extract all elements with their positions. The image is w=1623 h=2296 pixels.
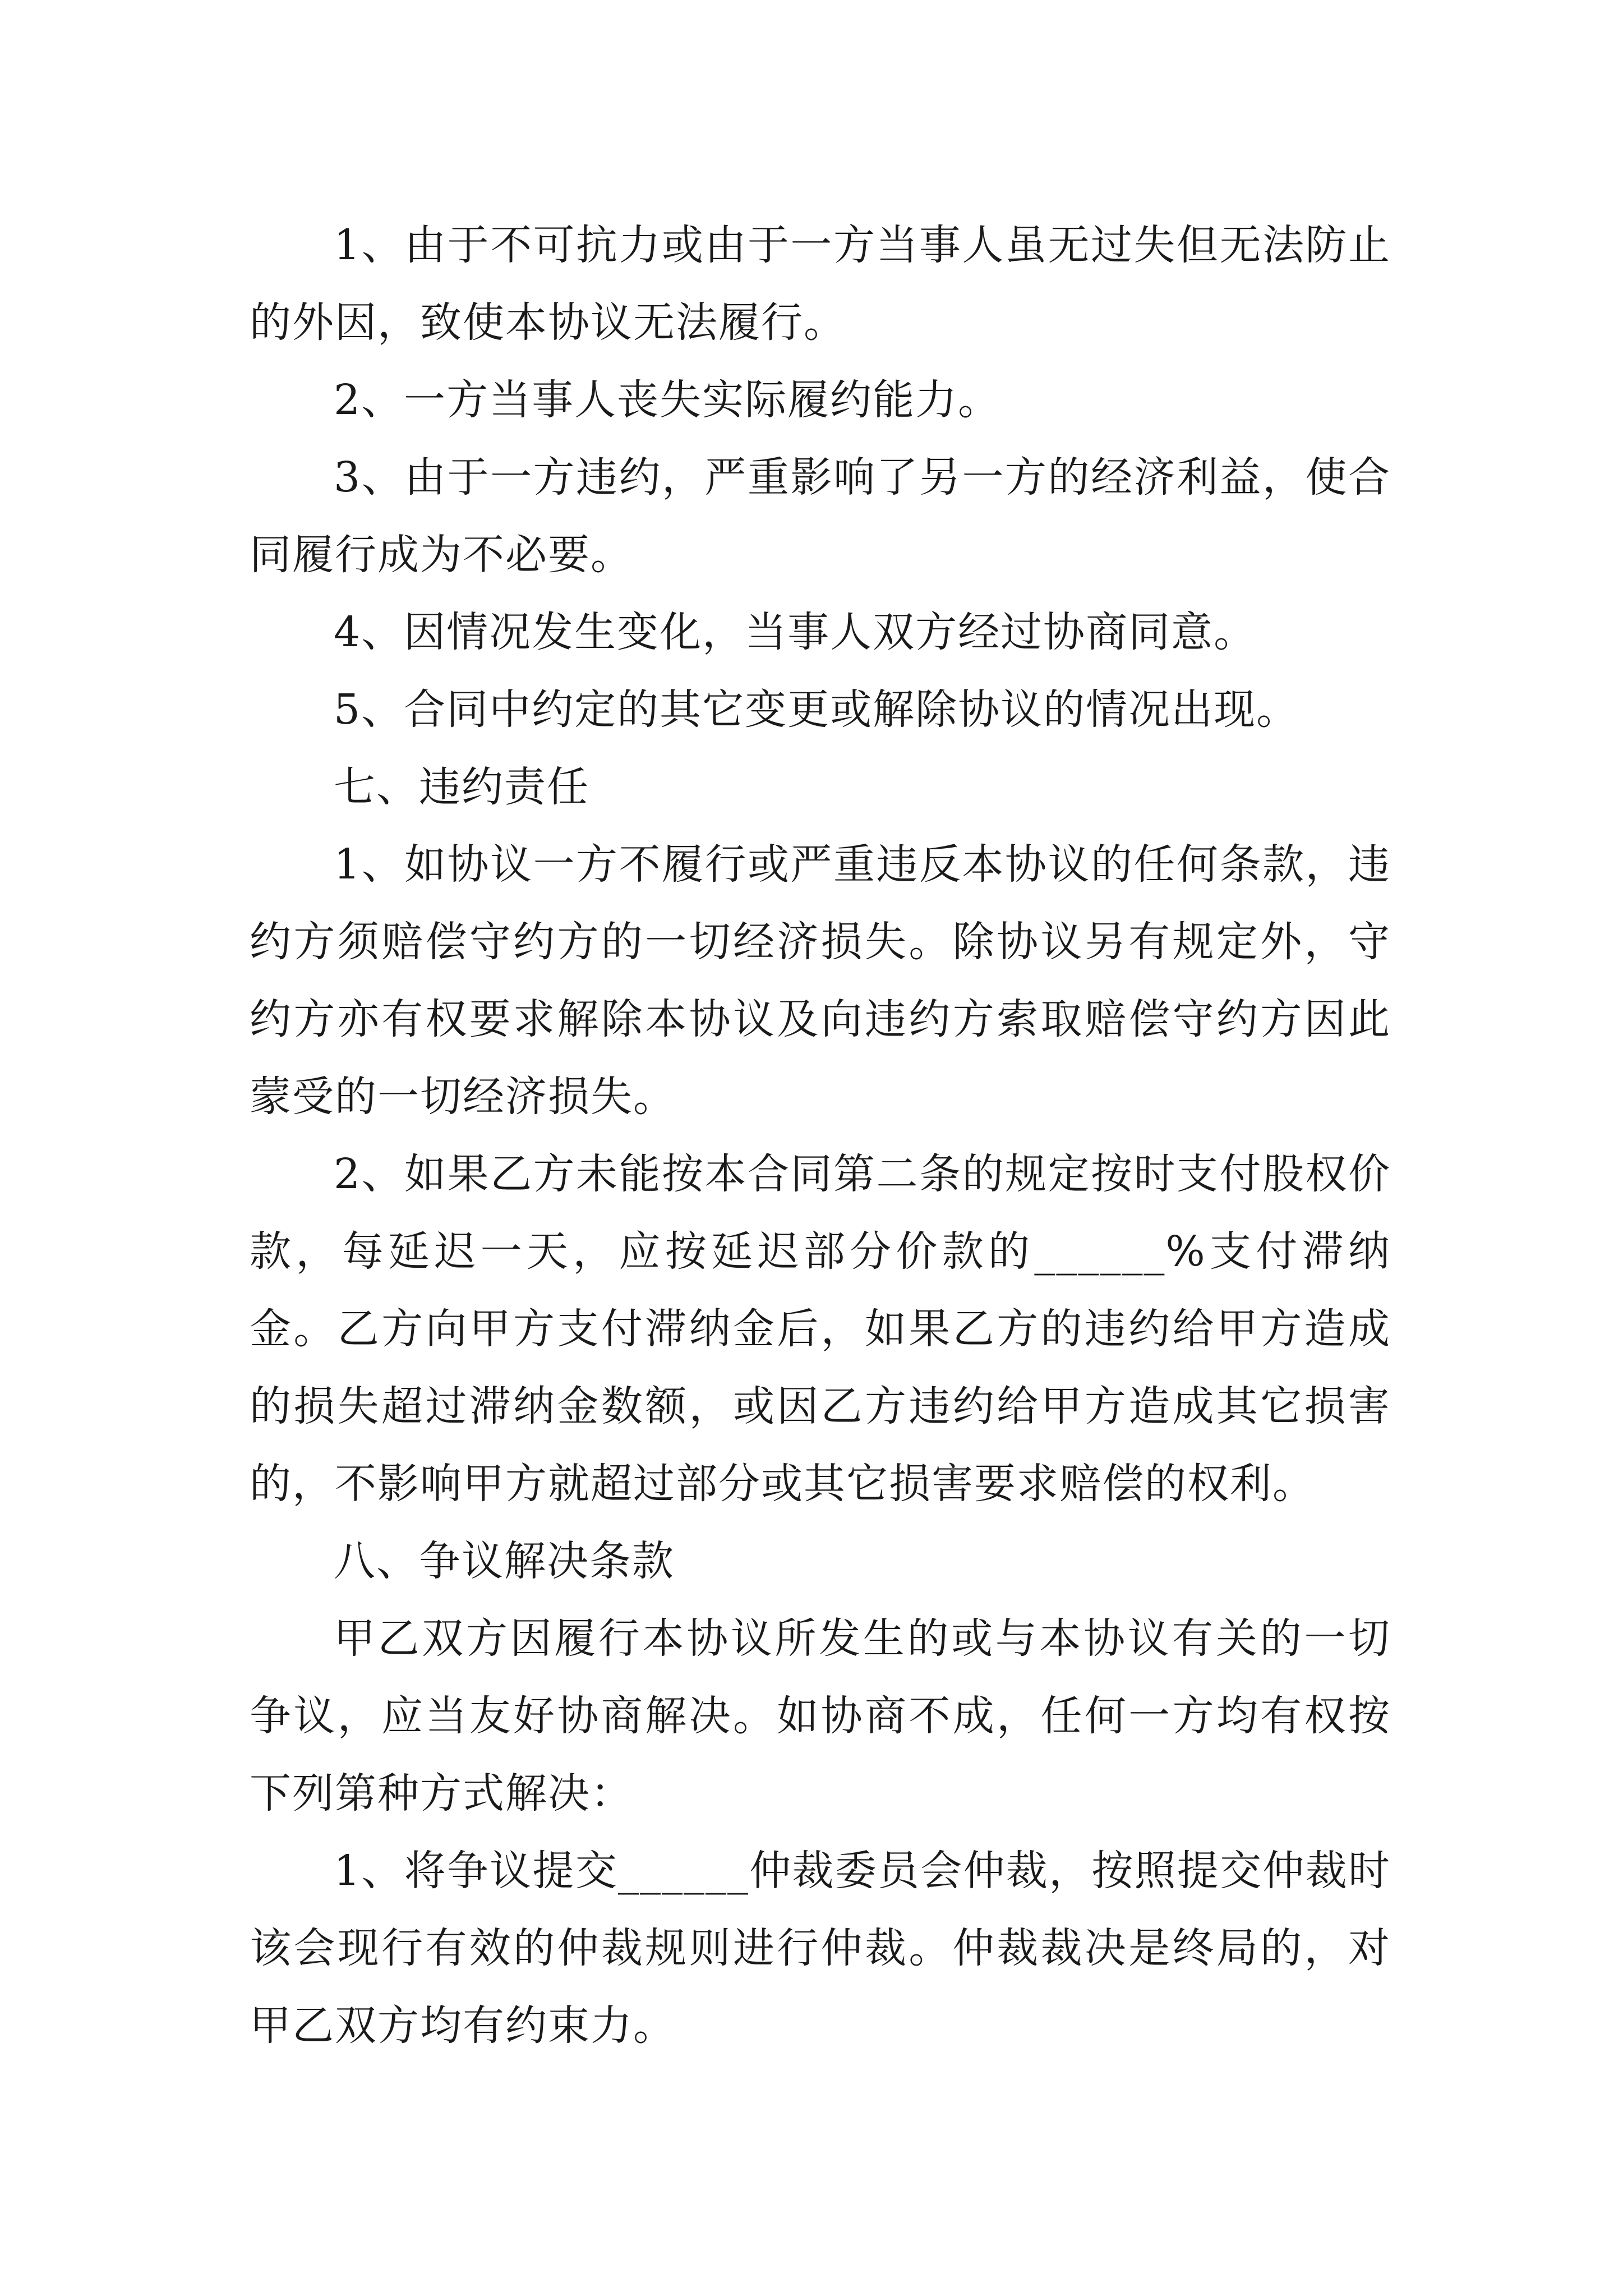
- document-body: [250, 206, 1391, 2064]
- paragraph-force-majeure: 1、由于不可抗力或由于一方当事人虽无过失但无法防止的外因，致使本协议无法履行。: [250, 221, 1391, 347]
- paragraph-mutual-agreement: 4、因情况发生变化，当事人双方经过协商同意。: [334, 608, 1257, 656]
- section-heading-dispute: 八、争议解决条款: [334, 1537, 675, 1585]
- paragraph-other-conditions: 5、合同中约定的其它变更或解除协议的情况出现。: [334, 685, 1299, 734]
- paragraph-loss-of-capacity: 2、一方当事人丧失实际履约能力。: [334, 376, 1001, 424]
- section-heading-liability: 七、违约责任: [334, 763, 589, 811]
- paragraph-dispute-intro: 甲乙双方因履行本协议所发生的或与本协议有关的一切争议，应当友好协商解决。如协商不成，任何一方均有权按下列第种方式解决：: [250, 1614, 1391, 1818]
- paragraph-liability-2: 2、如果乙方未能按本合同第二条的规定按时支付股权价款，每延迟一天，应按延迟部分价款的______%支付滞纳金。乙方向甲方支付滞纳金后，如果乙方的违约给甲方造成的损失超过滞纳金数额，或因乙方违约给甲方造成其它损害的，不影响甲方就超过部分或其它损害要求赔偿的权利。: [250, 1150, 1391, 1508]
- paragraph-dispute-arbitration: 1、将争议提交______仲裁委员会仲裁，按照提交仲裁时该会现行有效的仲裁规则进行仲裁。仲裁裁决是终局的，对甲乙双方均有约束力。: [250, 1847, 1391, 2050]
- paragraph-breach-impact: 3、由于一方违约，严重影响了另一方的经济利益，使合同履行成为不必要。: [250, 453, 1391, 579]
- paragraph-liability-1: 1、如协议一方不履行或严重违反本协议的任何条款，违约方须赔偿守约方的一切经济损失。除协议另有规定外，守约方亦有权要求解除本协议及向违约方索取赔偿守约方因此蒙受的一切经济损失。: [250, 840, 1391, 1121]
